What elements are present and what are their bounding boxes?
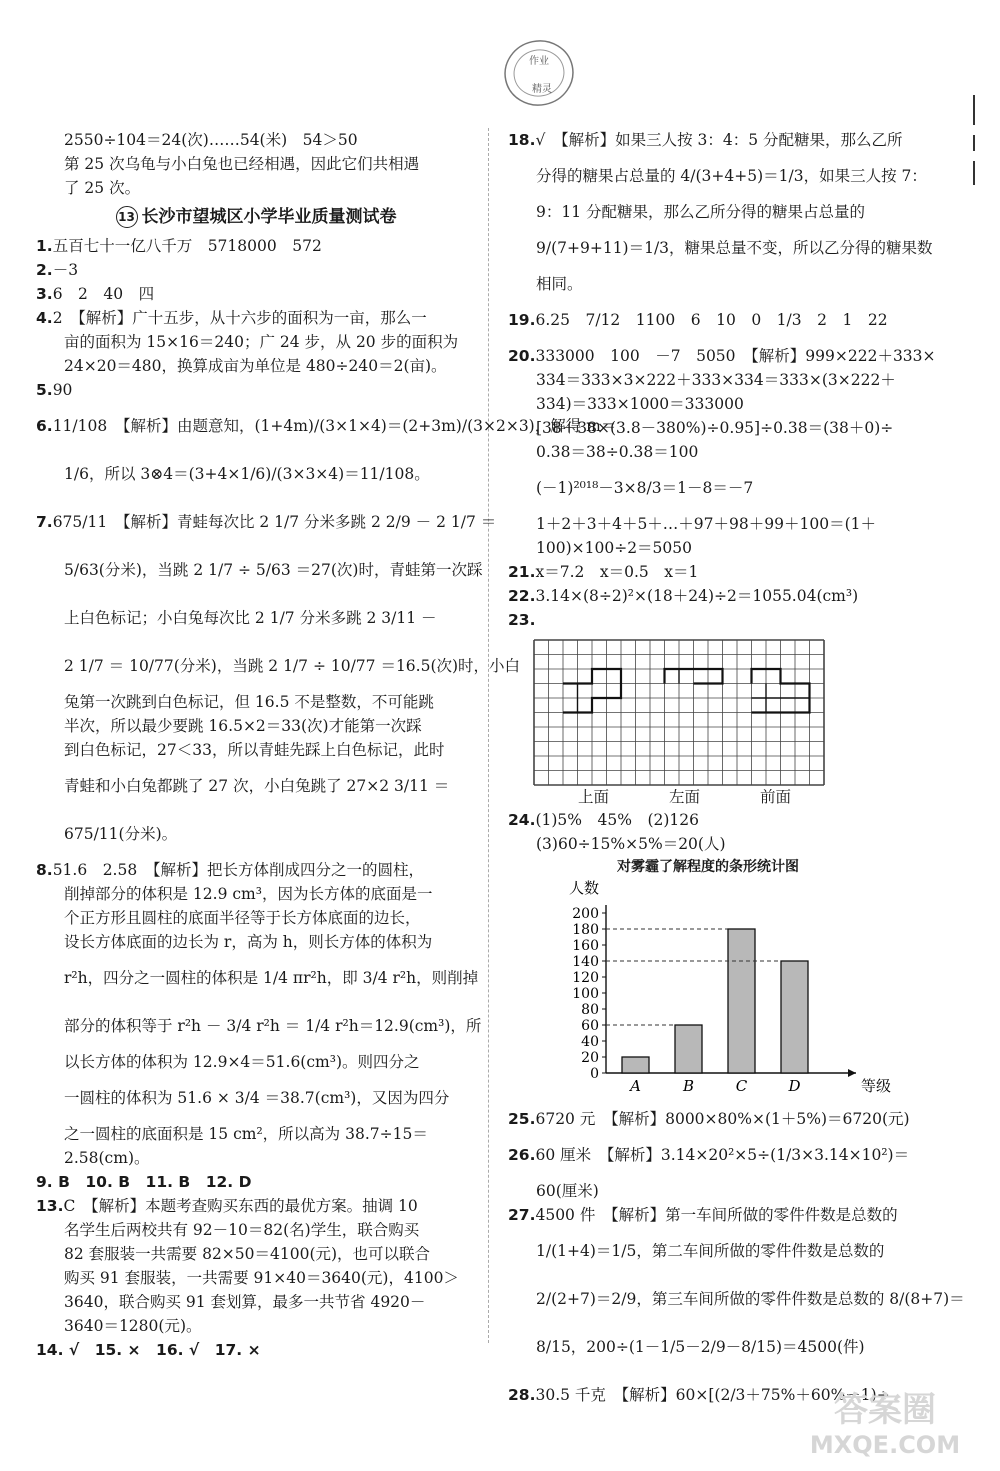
answer-24: 24.(1)5% 45% (2)126 [508, 811, 700, 829]
answer-25: 25.6720 元 【解析】8000×80%×(1＋5%)＝6720(元) [508, 1110, 910, 1128]
answer-27: 27.4500 件 【解析】第一车间所做的零件件数是总数的 [508, 1206, 898, 1224]
text-line: 60(厘米) [536, 1182, 599, 1200]
text-line: 3640＝1280(元)。 [64, 1317, 202, 1335]
text-line: 1/6，所以 3⊗4＝(3+4×1/6)/(3×3×4)＝11/108。 [64, 465, 430, 483]
text-line: 8/15，200÷(1－1/5－2/9－8/15)＝4500(件) [536, 1338, 865, 1356]
chart-title: 对雾霾了解程度的条形统计图 [617, 859, 799, 875]
answer-19: 19.6.25 7/12 1100 6 10 0 1/3 2 1 22 [508, 311, 888, 329]
three-view-grid [530, 638, 830, 782]
x-axis-label: 等级 [860, 1077, 892, 1095]
text-line: 第 25 次乌龟与小白兔也已经相遇，因此它们共相遇 [64, 155, 420, 173]
answers-9-12: 9. B 10. B 11. B 12. D [36, 1173, 252, 1191]
y-tick-label: 60 [581, 1018, 599, 1034]
text-line: 9：11 分配糖果，那么乙所分得的糖果占总量的 [536, 203, 866, 221]
x-axis-arrow [848, 1069, 856, 1077]
y-tick-label: 180 [572, 922, 599, 938]
y-tick-label: 0 [590, 1066, 599, 1082]
answer-18: 18.√ 【解析】如果三人按 3：4：5 分配糖果，那么乙所 [508, 131, 903, 149]
x-tick-label: A [630, 1077, 641, 1095]
answer-5: 5.90 [36, 381, 73, 399]
watermark-logo [790, 1381, 980, 1461]
text-line: 半次，所以最少要跳 16.5×2＝33(次)才能第一次踩 [64, 717, 422, 735]
answer-22: 22.3.14×(8÷2)²×(18＋24)÷2＝1055.04(cm³) [508, 587, 859, 605]
edge-marks [970, 95, 978, 185]
text-line: 2 1/7 ＝ 10/77(分米)，当跳 2 1/7 ÷ 10/77 ＝16.5(次)时，小白 [64, 657, 521, 675]
svg-text:答案圈: 答案圈 [834, 1390, 936, 1430]
y-tick-label: 80 [581, 1002, 599, 1018]
text-line: 3640，联合购买 91 套划算，最多一共节省 4920－ [64, 1293, 426, 1311]
bar [728, 929, 755, 1073]
bar-chart [548, 878, 892, 1103]
text-line: 到白色标记，27＜33，所以青蛙先踩上白色标记，此时 [64, 741, 445, 759]
bar [622, 1057, 649, 1073]
bar [675, 1025, 702, 1073]
y-tick-label: 100 [572, 986, 599, 1002]
text-line: 削掉部分的体积是 12.9 cm³，因为长方体的底面是一 [64, 885, 433, 903]
x-tick-label: C [735, 1077, 748, 1095]
text-line: 设长方体底面的边长为 r，高为 h，则长方体的体积为 [64, 933, 433, 951]
text-line: (－1)²⁰¹⁸－3×8/3＝1－8＝－7 [536, 479, 754, 497]
text-line: 2550÷104＝24(次)……54(米) 54＞50 [64, 131, 358, 149]
y-tick-label: 120 [572, 970, 599, 986]
answer-3: 3.6 2 40 四 [36, 285, 155, 303]
text-line: 了 25 次。 [64, 179, 141, 197]
text-line: 相同。 [536, 275, 583, 293]
y-tick-label: 20 [581, 1050, 599, 1066]
x-tick-label: D [788, 1077, 801, 1095]
text-line: 5/63(分米)，当跳 2 1/7 ÷ 5/63 ＝27(次)时，青蛙第一次踩 [64, 561, 483, 579]
answer-8: 8.51.6 2.58 【解析】把长方体削成四分之一的圆柱， [36, 861, 424, 879]
text-line: 名学生后两校共有 92－10＝82(名)学生，联合购买 [64, 1221, 420, 1239]
answer-13: 13.C 【解析】本题考查购买东西的最优方案。抽调 10 [36, 1197, 418, 1215]
answer-2: 2.－3 [36, 261, 79, 279]
text-line: 100)×100÷2＝5050 [536, 539, 692, 557]
section-title-text: 长沙市望城区小学毕业质量测试卷 [141, 207, 397, 227]
answer-1: 1.五百七十一亿八千万 5718000 572 [36, 237, 322, 255]
text-line: 部分的体积等于 r²h － 3/4 r²h ＝ 1/4 r²h＝12.9(cm³)，所 [64, 1017, 482, 1035]
text-line: 24×20＝480，换算成亩为单位是 480÷240＝2(亩)。 [64, 357, 447, 375]
y-tick-label: 200 [572, 906, 599, 922]
answer-20: 20.333000 100 －7 5050 【解析】999×222＋333× [508, 347, 936, 365]
answers-14-17: 14. √ 15. × 16. √ 17. × [36, 1341, 261, 1359]
answer-4: 4.2 【解析】广十五步，从十六步的面积为一亩，那么一 [36, 309, 427, 327]
view-label-left: 左面 [669, 788, 701, 806]
answer-28: 28.30.5 千克 【解析】60×[(2/3＋75%＋60%－1)÷ [508, 1386, 890, 1404]
text-line: 9/(7+9+11)＝1/3，糖果总量不变，所以乙分得的糖果数 [536, 239, 933, 257]
y-tick-label: 160 [572, 938, 599, 954]
text-line: 0.38＝38÷0.38＝100 [536, 443, 699, 461]
section-number: 13 [116, 206, 138, 228]
answer-21: 21.x＝7.2 x＝0.5 x＝1 [508, 563, 699, 581]
answer-23: 23. [508, 611, 536, 629]
text-line: 675/11(分米)。 [64, 825, 178, 843]
answer-7: 7.675/11 【解析】青蛙每次比 2 1/7 分米多跳 2 2/9 － 2 1/7 ＝ [36, 513, 497, 531]
text-line: 之一圆柱的底面积是 15 cm²，所以高为 38.7÷15＝ [64, 1125, 428, 1143]
svg-text:精灵: 精灵 [532, 84, 552, 95]
text-line: 兔第一次跳到白色标记，但 16.5 不是整数，不可能跳 [64, 693, 434, 711]
bar [781, 961, 808, 1073]
column-divider [488, 128, 489, 1343]
x-tick-label: B [682, 1077, 695, 1095]
text-line: 购买 91 套服装，一共需要 91×40＝3640(元)，4100＞ [64, 1269, 459, 1287]
text-line: 1/(1+4)＝1/5，第二车间所做的零件件数是总数的 [536, 1242, 885, 1260]
text-line: 334＝333×3×222＋333×334＝333×(3×222＋ [536, 371, 896, 389]
answer-6: 6.11/108 【解析】由题意知，(1+4m)/(3×1×4)＝(2+3m)/(3×2×3)，解得 m＝ [36, 417, 617, 435]
text-line: 82 套服装一共需要 82×50＝4100(元)，也可以联合 [64, 1245, 431, 1263]
view-label-top: 上面 [578, 788, 610, 806]
view-labels [508, 786, 948, 808]
text-line: 一圆柱的体积为 51.6 × 3/4 ＝38.7(cm³)，又因为四分 [64, 1089, 450, 1107]
y-axis-label: 人数 [568, 879, 600, 897]
section-title [36, 202, 476, 232]
answer-26: 26.60 厘米 【解析】3.14×20²×5÷(1/3×3.14×10²)＝ [508, 1146, 910, 1164]
text-line: 分得的糖果占总量的 4/(3+4+5)＝1/3，如果三人按 7： [536, 167, 927, 185]
y-tick-label: 40 [581, 1034, 599, 1050]
text-line: r²h，四分之一圆柱的体积是 1/4 πr²h，即 3/4 r²h，则削掉 [64, 969, 479, 987]
svg-text:作业: 作业 [529, 56, 549, 67]
text-line: 亩的面积为 15×16＝240；广 24 步，从 20 步的面积为 [64, 333, 459, 351]
text-line: 2.58(cm)。 [64, 1149, 150, 1167]
text-line: 2/(2+7)＝2/9，第三车间所做的零件件数是总数的 8/(8+7)＝ [536, 1290, 965, 1308]
text-line: 上白色标记；小白兔每次比 2 1/7 分米多跳 2 3/11 － [64, 609, 437, 627]
stamp-logo [496, 30, 582, 116]
y-tick-label: 140 [572, 954, 599, 970]
text-line: [38＋38×(3.8－380%)÷0.95]÷0.38＝(38＋0)÷ [536, 419, 894, 437]
svg-text:MXQE.COM: MXQE.COM [809, 1431, 961, 1459]
right-column [508, 128, 965, 1419]
text-line: 334)＝333×1000＝333000 [536, 395, 744, 413]
text-line: 青蛙和小白兔都跳了 27 次，小白兔跳了 27×2 3/11 ＝ [64, 777, 450, 795]
text-line: (3)60÷15%×5%＝20(人) [536, 835, 726, 853]
text-line: 个正方形且圆柱的底面半径等于长方体底面的边长， [64, 909, 421, 927]
text-line: 1＋2＋3＋4＋5＋…＋97＋98＋99＋100＝(1＋ [536, 515, 876, 533]
text-line: 以长方体的体积为 12.9×4＝51.6(cm³)。则四分之 [64, 1053, 420, 1071]
view-label-front: 前面 [760, 788, 792, 806]
